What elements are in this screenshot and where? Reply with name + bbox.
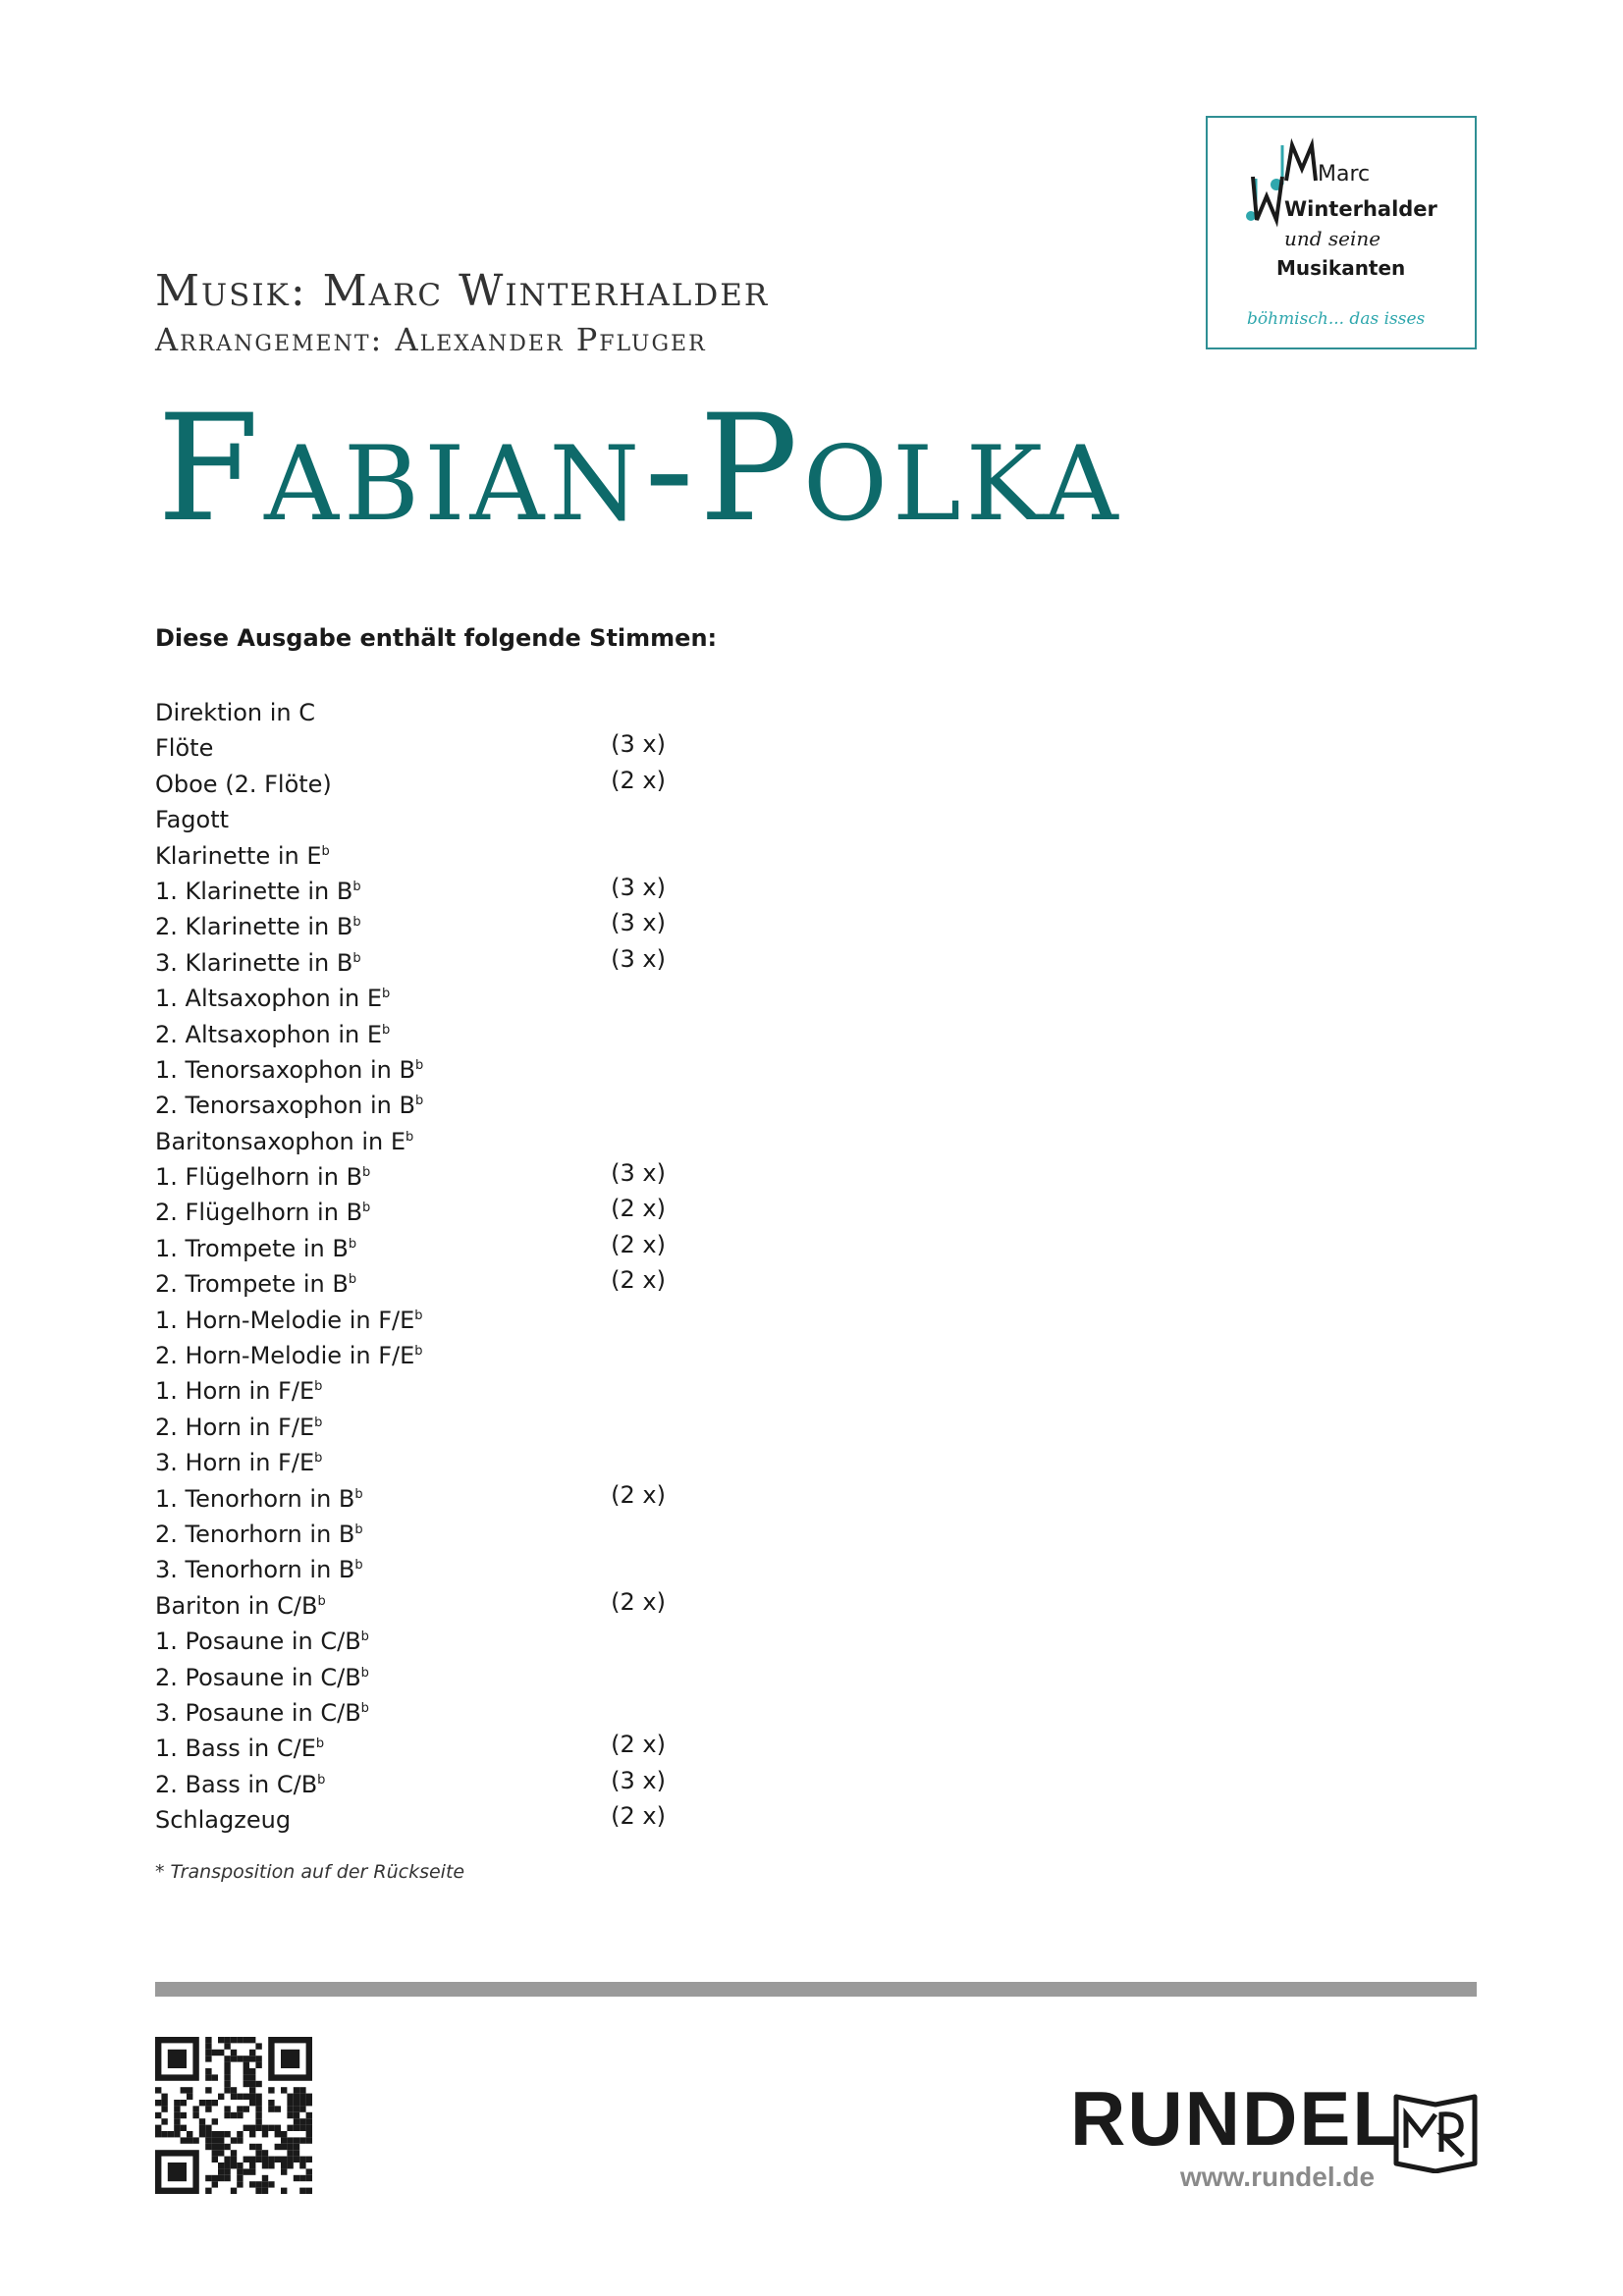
- part-row: [155, 1155, 666, 1191]
- part-count: (3 x): [611, 730, 666, 759]
- part-count: (2 x): [611, 766, 666, 794]
- part-name: [155, 1262, 356, 1298]
- part-name: [155, 798, 229, 833]
- part-name: [155, 1548, 363, 1583]
- part-name: [155, 1120, 413, 1155]
- logo-line-winterhalder: Winterhalder: [1284, 197, 1437, 221]
- flat-sign: b: [360, 1665, 369, 1681]
- part-name: [155, 1656, 369, 1691]
- part-name-text: 1. Horn in F/E: [155, 1377, 315, 1406]
- part-name: [155, 1155, 370, 1191]
- flat-sign: b: [354, 1522, 363, 1537]
- part-row: [155, 726, 666, 762]
- part-name-text: 3. Klarinette in B: [155, 948, 353, 977]
- part-name-text: 2. Horn in F/E: [155, 1413, 315, 1441]
- part-name: [155, 977, 390, 1012]
- logo-tagline: böhmisch... das isses: [1247, 309, 1426, 329]
- part-count: (3 x): [611, 1159, 666, 1188]
- part-name-text: 2. Flügelhorn in B: [155, 1199, 363, 1227]
- logo-line-und-seine: und seine: [1284, 227, 1381, 250]
- flat-sign: b: [406, 1129, 414, 1145]
- part-row: [155, 691, 666, 726]
- part-row: [155, 1584, 666, 1620]
- part-count: (2 x): [611, 1587, 666, 1616]
- part-name-text: 1. Trompete in B: [155, 1234, 349, 1262]
- part-name: [155, 870, 361, 905]
- part-row: [155, 763, 666, 798]
- part-name: [155, 1084, 423, 1119]
- part-count: (2 x): [611, 1802, 666, 1831]
- part-row: [155, 1369, 666, 1405]
- part-count: (3 x): [611, 909, 666, 937]
- part-name: [155, 763, 332, 798]
- part-name-text: 1. Tenorsaxophon in B: [155, 1055, 415, 1084]
- part-row: [155, 977, 666, 1012]
- part-name-text: 3. Tenorhorn in B: [155, 1556, 355, 1584]
- flat-sign: b: [352, 950, 361, 966]
- part-count: (3 x): [611, 1766, 666, 1794]
- composer-credit: Musik: Marc Winterhalder: [155, 266, 770, 316]
- part-name-text: 2. Tenorhorn in B: [155, 1520, 355, 1548]
- flat-sign: b: [348, 1236, 357, 1252]
- part-name-text: 1. Klarinette in B: [155, 877, 353, 905]
- part-name-text: Direktion in C: [155, 699, 316, 726]
- flat-sign: b: [317, 1593, 326, 1609]
- part-row: [155, 1477, 666, 1513]
- part-name-text: Fagott: [155, 806, 230, 834]
- part-count: (2 x): [611, 1480, 666, 1509]
- part-name: [155, 1691, 369, 1727]
- part-row: [155, 1406, 666, 1441]
- flat-sign: b: [315, 1736, 325, 1752]
- part-row: [155, 941, 666, 977]
- part-row: [155, 1441, 666, 1476]
- flat-sign: b: [314, 1451, 323, 1467]
- part-name-text: 1. Horn-Melodie in F/E: [155, 1306, 415, 1334]
- publisher-brand: [1070, 2075, 1401, 2192]
- publisher-name: RUNDEL: [1070, 2075, 1401, 2162]
- band-logo-graphic: [1208, 118, 1475, 347]
- logo-line-marc: Marc: [1318, 162, 1371, 187]
- part-name: [155, 1013, 390, 1048]
- part-name-text: 2. Posaune in C/B: [155, 1663, 361, 1691]
- part-name-text: 3. Horn in F/E: [155, 1449, 315, 1477]
- part-name: [155, 1513, 363, 1548]
- part-name-text: Schlagzeug: [155, 1806, 292, 1835]
- part-name-text: 1. Posaune in C/B: [155, 1628, 361, 1656]
- part-name-text: Oboe (2. Flöte): [155, 770, 332, 798]
- part-name-text: Klarinette in E: [155, 841, 322, 870]
- flat-sign: b: [352, 915, 361, 931]
- flat-sign: b: [354, 1486, 363, 1502]
- flat-sign: b: [382, 987, 391, 1002]
- flat-sign: b: [414, 1308, 423, 1323]
- part-row: [155, 1227, 666, 1262]
- part-name-text: 1. Altsaxophon in E: [155, 985, 383, 1013]
- part-name-text: 2. Tenorsaxophon in B: [155, 1092, 415, 1120]
- part-name: [155, 1441, 322, 1476]
- part-name-text: 2. Bass in C/B: [155, 1770, 318, 1798]
- credits: [155, 263, 769, 359]
- part-name: [155, 1334, 423, 1369]
- arranger-credit: Arrangement: Alexander Pfluger: [155, 321, 707, 358]
- part-row: [155, 1120, 666, 1155]
- part-name-text: 3. Posaune in C/B: [155, 1698, 361, 1727]
- flat-sign: b: [360, 1700, 369, 1716]
- part-row: [155, 834, 666, 870]
- parts-heading: Diese Ausgabe enthält folgende Stimmen:: [155, 624, 718, 652]
- part-name-text: 1. Flügelhorn in B: [155, 1163, 363, 1192]
- part-name: [155, 1477, 363, 1513]
- rundel-logo-icon: [1392, 2087, 1479, 2173]
- qr-code: [155, 2037, 312, 2194]
- logo-line-musikanten: Musikanten: [1276, 256, 1406, 280]
- part-name: [155, 1406, 322, 1441]
- flat-sign: b: [352, 879, 361, 894]
- part-row: [155, 1620, 666, 1655]
- part-row: [155, 1763, 666, 1798]
- part-name: [155, 1584, 326, 1620]
- part-name-text: 2. Klarinette in B: [155, 913, 353, 941]
- flat-sign: b: [362, 1201, 371, 1216]
- flat-sign: b: [321, 843, 330, 859]
- flat-sign: b: [348, 1272, 357, 1288]
- piece-title: Fabian-Polka: [157, 384, 1123, 555]
- part-name-text: Baritonsaxophon in E: [155, 1127, 406, 1155]
- flat-sign: b: [362, 1165, 371, 1181]
- part-name-text: 1. Tenorhorn in B: [155, 1484, 355, 1513]
- part-row: [155, 1691, 666, 1727]
- part-row: [155, 798, 666, 833]
- divider-bar: [155, 1982, 1477, 1997]
- publisher-url: www.rundel.de: [1180, 2162, 1376, 2192]
- part-count: (2 x): [611, 1230, 666, 1258]
- part-name: [155, 1191, 370, 1226]
- part-row: [155, 1727, 666, 1762]
- part-name: [155, 1369, 322, 1405]
- part-row: [155, 1013, 666, 1048]
- part-name: [155, 1620, 369, 1655]
- part-name: [155, 941, 361, 977]
- band-logo: [1206, 116, 1477, 349]
- part-name-text: 2. Trompete in B: [155, 1270, 349, 1299]
- part-name: [155, 691, 315, 726]
- part-name-text: 1. Bass in C/E: [155, 1735, 316, 1763]
- flat-sign: b: [414, 1344, 423, 1360]
- flat-sign: b: [360, 1629, 369, 1645]
- part-count: (3 x): [611, 873, 666, 901]
- part-count: (2 x): [611, 1195, 666, 1223]
- part-row: [155, 870, 666, 905]
- part-row: [155, 1798, 666, 1834]
- part-count: (3 x): [611, 944, 666, 973]
- flat-sign: b: [414, 1057, 424, 1073]
- part-name: [155, 1227, 356, 1262]
- part-row: [155, 1262, 666, 1298]
- parts-list: [155, 691, 666, 1835]
- part-name-text: 2. Horn-Melodie in F/E: [155, 1342, 415, 1370]
- part-row: [155, 1334, 666, 1369]
- part-row: [155, 1548, 666, 1583]
- part-row: [155, 1656, 666, 1691]
- footnote: * Transposition auf der Rückseite: [155, 1861, 465, 1883]
- part-row: [155, 1048, 666, 1084]
- part-row: [155, 1513, 666, 1548]
- part-count: (2 x): [611, 1731, 666, 1759]
- part-name: [155, 1299, 423, 1334]
- part-name-text: Flöte: [155, 734, 214, 763]
- flat-sign: b: [382, 1022, 391, 1038]
- flat-sign: b: [314, 1379, 323, 1395]
- flat-sign: b: [314, 1415, 323, 1430]
- part-name: [155, 834, 330, 870]
- flat-sign: b: [317, 1772, 326, 1788]
- part-row: [155, 905, 666, 940]
- part-count: (2 x): [611, 1266, 666, 1295]
- flat-sign: b: [354, 1558, 363, 1574]
- part-name-text: Bariton in C/B: [155, 1591, 318, 1620]
- part-name: [155, 726, 213, 762]
- part-name: [155, 1048, 423, 1084]
- part-name: [155, 1763, 325, 1798]
- part-row: [155, 1084, 666, 1119]
- part-name-text: 2. Altsaxophon in E: [155, 1020, 383, 1048]
- part-name: [155, 905, 361, 940]
- part-name: [155, 1798, 291, 1834]
- part-name: [155, 1727, 324, 1762]
- part-row: [155, 1191, 666, 1226]
- part-row: [155, 1299, 666, 1334]
- flat-sign: b: [414, 1094, 424, 1109]
